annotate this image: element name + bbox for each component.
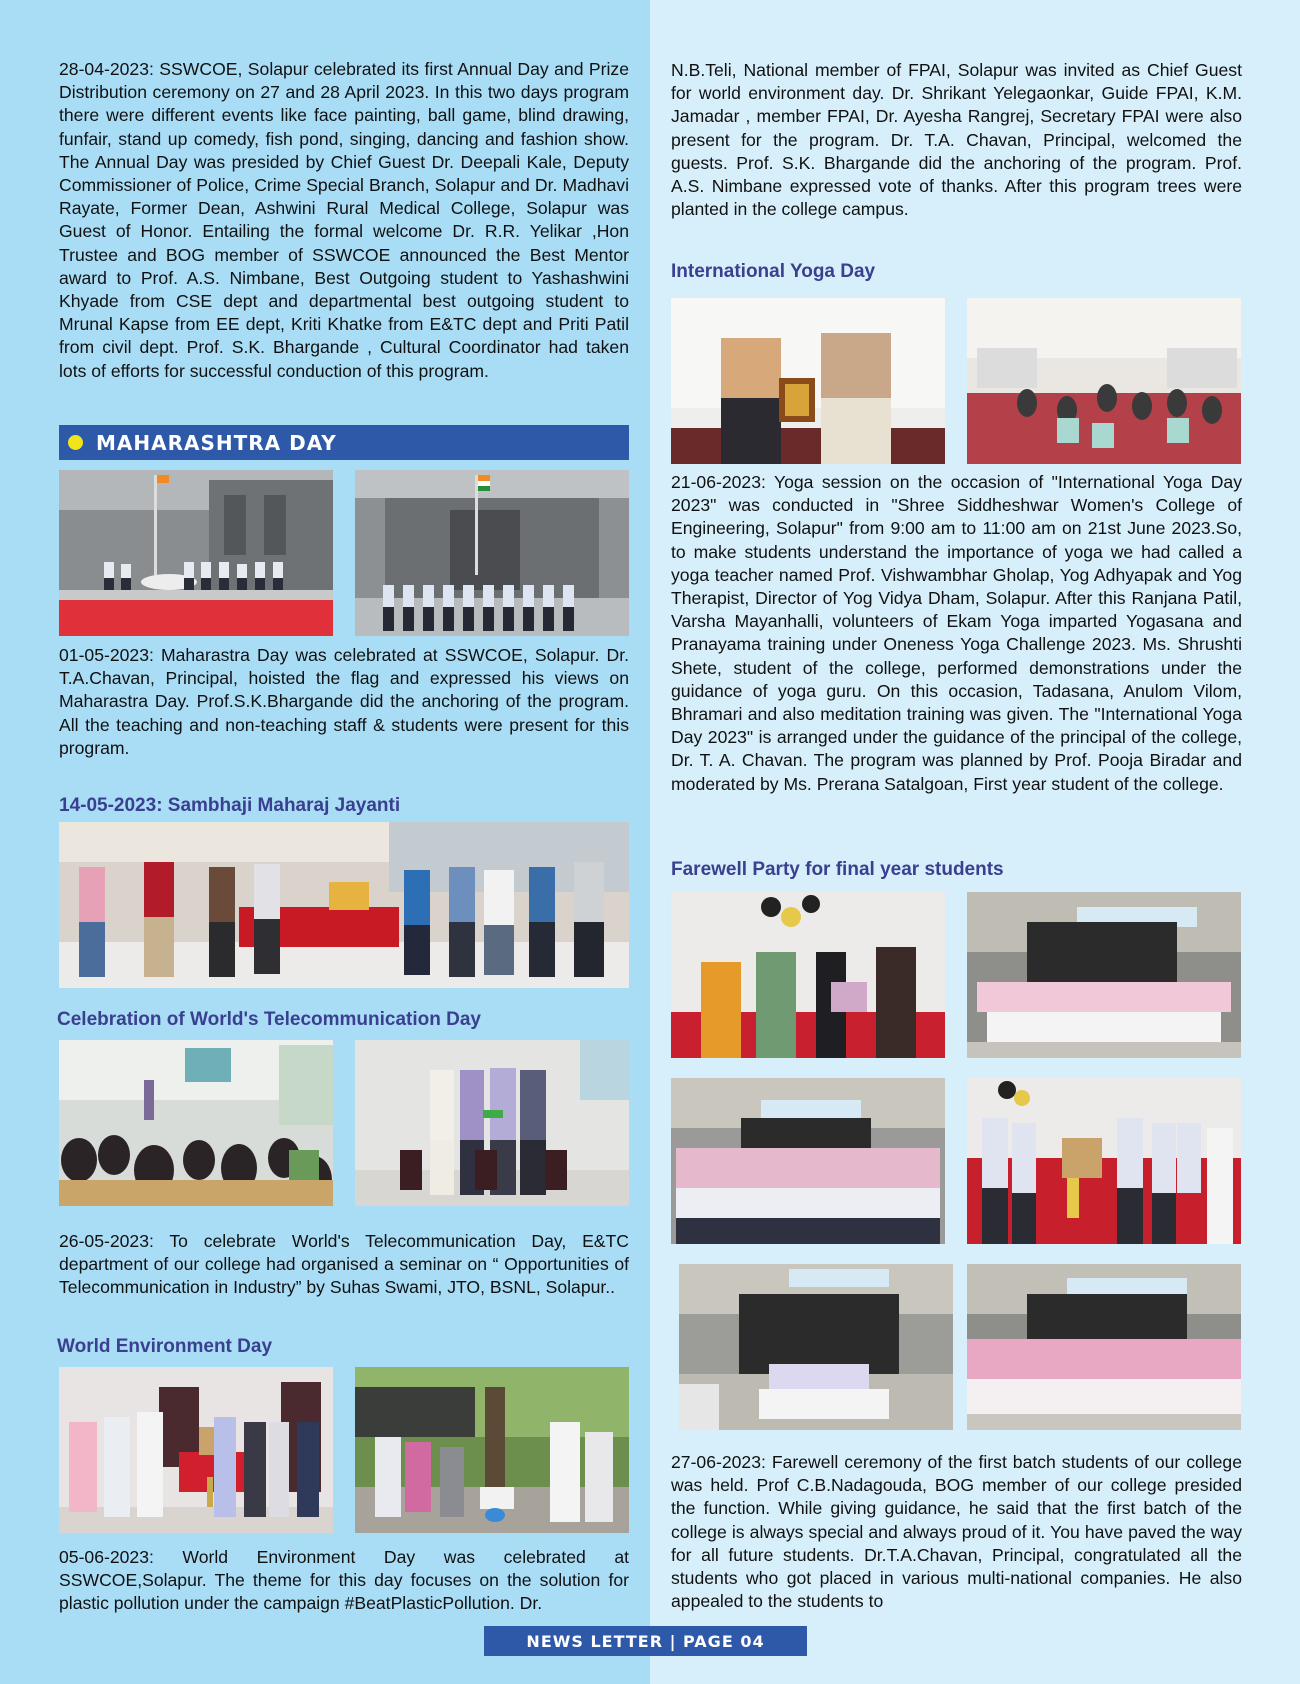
maharashtra-day-banner (59, 425, 629, 460)
yoga-day-heading: International Yoga Day (671, 261, 876, 282)
bullet-dot-icon (68, 435, 83, 450)
telecom-day-photo-2 (355, 1040, 629, 1206)
sambhaji-jayanti-heading: 14-05-2023: Sambhaji Maharaj Jayanti (59, 795, 401, 816)
farewell-photo-5 (679, 1264, 953, 1430)
telecom-day-heading: Celebration of World's Telecommunication Day (57, 1009, 481, 1030)
maharashtra-day-photo-1 (59, 470, 333, 636)
page-footer: NEWS LETTER | PAGE 04 (484, 1626, 807, 1656)
maharashtra-day-photo-2 (355, 470, 629, 636)
right-column-background (650, 0, 1300, 1684)
farewell-photo-6 (967, 1264, 1241, 1430)
environment-day-text: 05-06-2023: World Environment Day was celebrated at SSWCOE,Solapur. The theme for this day focuses on the solution for plastic pollution under the campaign #BeatPlasticPollution. Dr. (59, 1547, 629, 1614)
environment-day-photo-1 (59, 1367, 333, 1533)
farewell-heading: Farewell Party for final year students (671, 859, 1004, 880)
maharashtra-day-text: 01-05-2023: Maharastra Day was celebrated at SSWCOE, Solapur. Dr. T.A.Chavan, Principal, hoisted the flag and expressed his views on Maharastra Day. Prof.S.K.Bhargande did the anchoring of the program. All the teaching and non-teaching staff & students were present for this program. (59, 645, 629, 758)
environment-day-text-continued: N.B.Teli, National member of FPAI, Solapur was invited as Chief Guest for world environment day. Dr. Shrikant Yelegaonkar, Guide FPAI, K.M. Jamadar , member FPAI, Dr. Ayesha Rangrej, Secretary FPAI were also present for the program. Dr. T.A. Chavan, Principal, welcomed the guests. Prof. S.K. Bhargande did the anchoring of the program. Prof. A.S. Nimbane expressed vote of thanks. After this program trees were planted in the college campus. (671, 60, 1242, 220)
yoga-day-photo-1 (671, 298, 945, 464)
farewell-photo-3 (671, 1078, 945, 1244)
banner-title: MAHARASHTRA DAY (96, 430, 337, 455)
telecom-day-text: 26-05-2023: To celebrate World's Telecommunication Day, E&TC department of our college had organised a seminar on “ Opportunities of Telecommunication in Industry” by Suhas Swami, JTO, BSNL, Solapur.. (59, 1231, 629, 1298)
telecom-day-photo-1 (59, 1040, 333, 1206)
annual-day-text: 28-04-2023: SSWCOE, Solapur celebrated its first Annual Day and Prize Distribution ceremony on 27 and 28 April 2023. In this two days program there were different events like face painting, ball game, blind drawing, funfair, stand up comedy, fish pond, singing, dancing and fashion show. The Annual Day was presided by Chief Guest Dr. Deepali Kale, Deputy Commissioner of Police, Crime Special Branch, Solapur and Dr. Madhavi Rayate, Former Dean, Ashwini Rural Medical College, Solapur was Guest of Honor. Entailing the formal welcome Dr. R.R. Yelikar ,Hon Trustee and BOG member of SSWCOE announced the Best Mentor award to Prof. A.S. Nimbane, Best Outgoing student to Yashashwini Khyade from CSE dept and departmental best outgoing student to Mrunal Kapse from EE dept, Kriti Khatke from E&TC dept and Priti Patil from civil dept. Prof. S.K. Bhargande , Cultural Coordinator had taken lots of efforts for successful conduction of this program. (59, 59, 629, 381)
farewell-photo-4 (967, 1078, 1241, 1244)
environment-day-heading: World Environment Day (57, 1336, 273, 1357)
farewell-text: 27-06-2023: Farewell ceremony of the first batch students of our college was held. Prof C.B.Nadagouda, BOG member of our college presided the function. While giving guidance, he said that the first batch of the college is always special and always proud of it. You have paved the way for all future students. Dr.T.A.Chavan, Principal, congratulated all the students who got placed in various multi-national companies. He also appealed to the students to (671, 1452, 1242, 1612)
yoga-day-text: 21-06-2023: Yoga session on the occasion of "International Yoga Day 2023" was conducted in "Shree Siddheshwar Women's College of Engineering, Solapur" from 9:00 am to 11:00 am on 21st June 2023.So, to make students understand the importance of yoga we had called a yoga teacher named Prof. Vishwambhar Gholap, Yog Adhyapak and Yog Therapist, Director of Yog Vidya Dham, Solapur. After this Ranjana Patil, Varsha Mayanhalli, volunteers of Ekam Yoga imparted Yogasana and Pranayama training under Oneness Yoga Challenge 2023. Ms. Shrushti Shete, student of the college, performed demonstrations under the guidance of yoga guru. On this occasion, Tadasana, Anulom Vilom, Bhramari and also meditation training was given. The "International Yoga Day 2023" is arranged under the guidance of the principal of the college, Dr. T. A. Chavan. The program was planned by Prof. Pooja Biradar and moderated by Ms. Prerana Satalgoan, First year student of the college. (671, 472, 1242, 794)
yoga-day-photo-2 (967, 298, 1241, 464)
farewell-photo-2 (967, 892, 1241, 1058)
farewell-photo-1 (671, 892, 945, 1058)
environment-day-photo-2 (355, 1367, 629, 1533)
sambhaji-jayanti-photo (59, 822, 629, 988)
